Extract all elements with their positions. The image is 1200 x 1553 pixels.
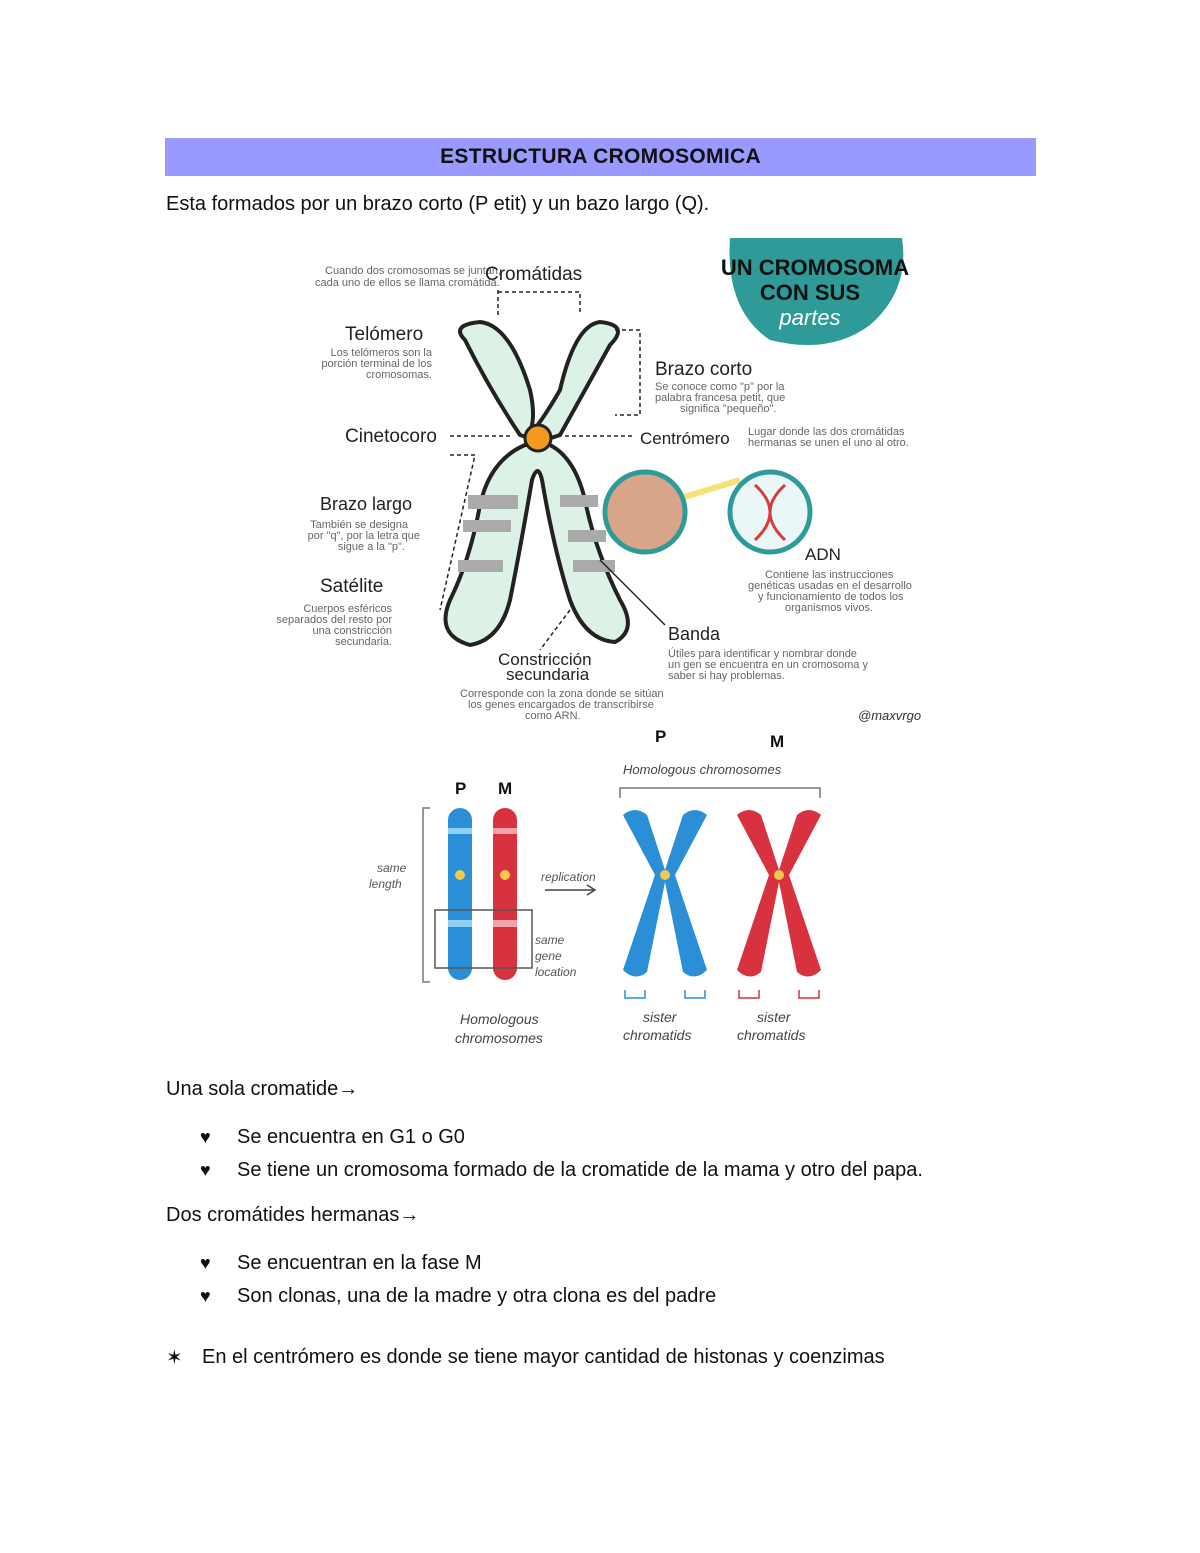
telomero-note	[321, 347, 433, 381]
same-length-1: same	[377, 861, 407, 875]
chromosome-x	[446, 322, 628, 645]
section1-heading: Una sola cromatide→	[166, 1078, 359, 1100]
list-item: ♥ Son clonas, una de la madre y otra clona es del padre	[200, 1285, 717, 1307]
svg-text:También se designa: También se designa	[310, 519, 408, 531]
label-cinetocoro: Cinetocoro	[345, 426, 437, 447]
svg-text:una constricción: una constricción	[312, 625, 392, 637]
chromatin-zoom	[605, 472, 685, 552]
badge	[721, 238, 909, 345]
red-chromosome	[493, 808, 517, 980]
label-cromatidas: Cromátidas	[485, 264, 583, 285]
label-p: P	[455, 779, 467, 798]
svg-text:saber si hay problemas.: saber si hay problemas.	[668, 670, 785, 682]
svg-text:por "q", por la letra que: por "q", por la letra que	[307, 530, 420, 542]
homologous-left-2: chromosomes	[455, 1030, 543, 1046]
label-m: M	[498, 779, 513, 798]
svg-text:Corresponde con la zona donde: Corresponde con la zona donde se sitúan	[460, 688, 664, 700]
label-satelite: Satélite	[320, 576, 384, 597]
svg-text:Se conoce como "p" por la: Se conoce como "p" por la	[655, 381, 785, 393]
same-length-2: length	[369, 877, 402, 891]
label-constriccion-1: Constricción	[498, 650, 592, 669]
svg-text:como ARN.: como ARN.	[525, 710, 581, 722]
svg-text:cada uno de ellos se llama cro: cada uno de ellos se llama cromátida.	[315, 277, 500, 289]
heart-icon: ♥	[200, 1160, 211, 1180]
blue-x-chromosome	[623, 810, 707, 977]
brazo-largo-note	[308, 519, 420, 553]
section2-heading: Dos cromátides hermanas→	[166, 1204, 420, 1226]
svg-text:Cuando dos cromosomas se junta: Cuando dos cromosomas se juntan,	[325, 265, 502, 277]
heart-icon: ♥	[200, 1286, 211, 1306]
svg-text:location: location	[535, 965, 577, 979]
svg-text:hermanas se unen el uno al otr: hermanas se unen el uno al otro.	[748, 437, 909, 449]
sister-blue-2: chromatids	[623, 1027, 692, 1043]
credit: @maxvrgo	[858, 708, 922, 723]
homologous-top: Homologous chromosomes	[623, 762, 782, 777]
centromere	[525, 425, 551, 451]
same-gene-location	[535, 933, 577, 979]
heart-icon: ♥	[200, 1127, 211, 1147]
svg-text:palabra francesa petit, que: palabra francesa petit, que	[655, 392, 786, 404]
badge-line-2: CON SUS	[759, 280, 861, 305]
label-banda: Banda	[668, 624, 721, 644]
label-adn: ADN	[805, 545, 841, 564]
satelite-note	[276, 603, 392, 648]
page-title: ESTRUCTURA CROMOSOMICA	[440, 145, 761, 168]
replication-label: replication	[541, 870, 596, 884]
list-item: ♥ Se tiene un cromosoma formado de la cromatide de la mama y otro del papa.	[200, 1159, 923, 1181]
asterisk-icon: ✶	[166, 1347, 183, 1369]
svg-text:sigue a la "p".: sigue a la "p".	[337, 541, 405, 553]
adn-note	[748, 569, 912, 614]
homologous-left-1: Homologous	[460, 1011, 539, 1027]
svg-text:separados del resto por: separados del resto por	[276, 614, 392, 626]
badge-line-1: UN CROMOSOMA	[720, 255, 910, 280]
svg-text:y funcionamiento de todos los: y funcionamiento de todos los	[758, 591, 904, 603]
sister-red-1: sister	[757, 1009, 791, 1025]
svg-text:secundaria.: secundaria.	[335, 636, 392, 648]
svg-text:Útiles para identificar y nomb: Útiles para identificar y nombrar donde	[668, 648, 857, 660]
brazo-corto-note	[655, 381, 785, 415]
svg-text:same: same	[535, 933, 565, 947]
label-m-top: M	[770, 732, 785, 751]
arrow-icon	[545, 885, 595, 895]
label-brazo-largo: Brazo largo	[320, 494, 413, 514]
svg-text:genéticas usadas en el desarro: genéticas usadas en el desarrollo	[748, 580, 912, 592]
label-brazo-corto: Brazo corto	[655, 359, 753, 380]
chromosome-parts-figure	[270, 230, 950, 730]
svg-text:gene: gene	[535, 949, 562, 963]
svg-text:los genes encargados de transc: los genes encargados de transcribirse	[468, 699, 654, 711]
list-item: ♥ Se encuentran en la fase M	[200, 1252, 482, 1274]
label-p-top: P	[655, 727, 667, 746]
intro-text: Esta formados por un brazo corto (P etit) y un bazo largo (Q).	[166, 193, 710, 215]
heart-icon: ♥	[200, 1253, 211, 1273]
title-bar	[165, 138, 1036, 176]
badge-line-3: partes	[779, 305, 841, 330]
svg-text:significa "pequeño".: significa "pequeño".	[680, 403, 777, 415]
svg-text:Lugar donde las dos cromátidas: Lugar donde las dos cromátidas	[748, 426, 905, 438]
list-item: ♥ Se encuentra en G1 o G0	[200, 1126, 465, 1148]
svg-text:cromosomas.: cromosomas.	[365, 369, 432, 381]
svg-text:Contiene las instrucciones: Contiene las instrucciones	[765, 569, 894, 581]
banda-note	[668, 647, 868, 682]
note: ✶ En el centrómero es donde se tiene mayor cantidad de histonas y coenzimas	[166, 1346, 885, 1369]
centromero-note	[748, 426, 909, 449]
svg-text:Cuerpos esféricos: Cuerpos esféricos	[303, 603, 392, 615]
sister-red-2: chromatids	[737, 1027, 806, 1043]
svg-text:Los telómeros son la: Los telómeros son la	[330, 347, 432, 359]
label-constriccion-2: secundaria	[506, 665, 590, 684]
svg-text:porción terminal de los: porción terminal de los	[321, 358, 432, 370]
cromatidas-note	[315, 265, 501, 289]
constriccion-note	[460, 688, 664, 722]
label-centromero: Centrómero	[640, 429, 730, 448]
label-telomero: Telómero	[345, 324, 424, 345]
sister-blue-1: sister	[643, 1009, 677, 1025]
svg-text:organismos vivos.: organismos vivos.	[785, 602, 874, 614]
blue-chromosome	[448, 808, 472, 980]
homologous-chromosomes-figure	[355, 720, 845, 1060]
svg-text:un gen se encuentra en un crom: un gen se encuentra en un cromosoma y	[668, 659, 868, 671]
red-x-chromosome	[737, 810, 821, 977]
